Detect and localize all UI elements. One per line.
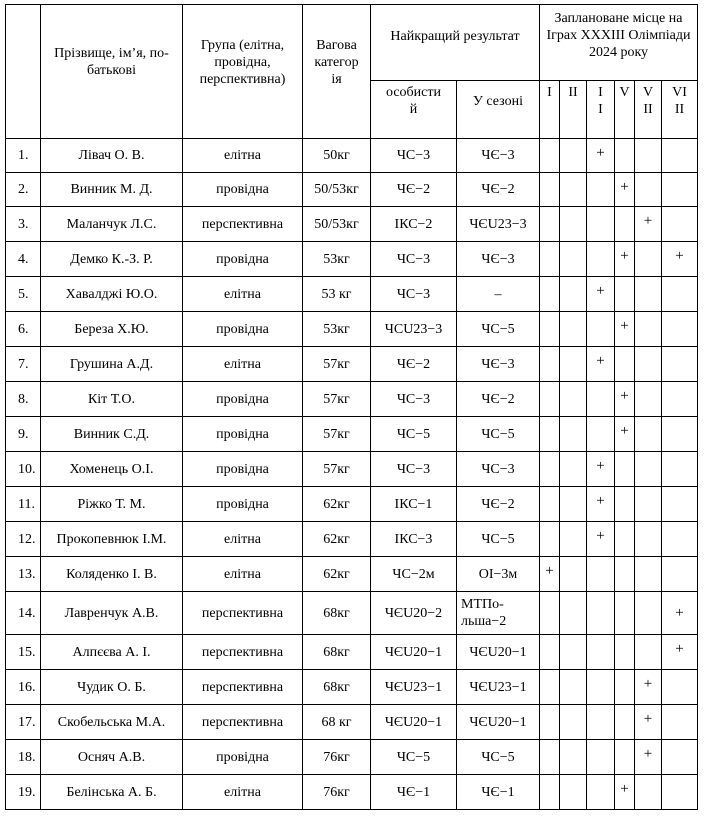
best-season: ЧС−5 [457,522,540,557]
row-number: 2. [6,173,41,207]
athlete-weight: 50кг [303,139,371,173]
row-number: 14. [6,592,41,635]
best-season: ЧЄ−3 [457,242,540,277]
row-number: 1. [6,139,41,173]
place-cell-4: + [615,775,635,810]
table-row [6,382,698,417]
row-number: 12. [6,522,41,557]
row-number: 6. [6,312,41,347]
header-number [6,5,41,139]
best-personal: ЧС−3 [371,452,457,487]
best-personal: ЧЄU20−1 [371,635,457,670]
place-cell-2 [560,277,587,312]
place-cell-2 [560,705,587,740]
best-season: ЧЄ−2 [457,487,540,522]
best-season: ЧС−5 [457,740,540,775]
place-cell-3 [587,740,615,775]
place-cell-6 [662,277,698,312]
place-cell-2 [560,635,587,670]
place-cell-6 [662,312,698,347]
best-personal: ЧС−3 [371,139,457,173]
place-cell-3 [587,207,615,242]
place-cell-3 [587,592,615,635]
athlete-name: Винник С.Д. [41,417,183,452]
place-cell-3 [587,705,615,740]
place-cell-4 [615,705,635,740]
best-personal: ЧС−5 [371,417,457,452]
header-planned: Заплановане місце на Іграх XXXIII Олімпіади 2024 року [540,5,698,81]
best-season: ЧЄ−3 [457,139,540,173]
place-cell-6 [662,487,698,522]
athlete-name: Ріжко Т. М. [41,487,183,522]
athlete-weight: 57кг [303,417,371,452]
place-cell-3 [587,557,615,592]
place-cell-3: + [587,347,615,382]
athlete-weight: 68кг [303,635,371,670]
place-cell-1: + [540,557,560,592]
table-row [6,635,698,670]
place-cell-2 [560,139,587,173]
place-cell-5 [635,173,662,207]
place-cell-4 [615,635,635,670]
best-season: ЧЄ−3 [457,347,540,382]
athlete-weight: 68кг [303,592,371,635]
header-place-2: II [560,81,587,139]
best-season: ЧС−5 [457,417,540,452]
best-personal: ІКС−1 [371,487,457,522]
best-season: ЧЄU20−1 [457,705,540,740]
athlete-group: перспективна [183,592,303,635]
row-number: 5. [6,277,41,312]
place-cell-6 [662,452,698,487]
place-cell-3 [587,417,615,452]
place-cell-5 [635,382,662,417]
row-number: 19. [6,775,41,810]
athlete-group: перспективна [183,670,303,705]
best-season: ЧС−3 [457,452,540,487]
athlete-group: елітна [183,347,303,382]
place-cell-6 [662,207,698,242]
athlete-name: Алпєєва А. І. [41,635,183,670]
place-cell-5 [635,452,662,487]
place-cell-5 [635,557,662,592]
athlete-name: Осняч А.В. [41,740,183,775]
place-cell-3: + [587,522,615,557]
place-cell-5 [635,487,662,522]
table-row [6,670,698,705]
best-season: ЧЄ−1 [457,775,540,810]
place-cell-6 [662,557,698,592]
place-cell-1 [540,670,560,705]
athlete-name: Коляденко І. В. [41,557,183,592]
best-season: ЧЄU20−1 [457,635,540,670]
athlete-group: перспективна [183,207,303,242]
athlete-weight: 76кг [303,740,371,775]
header-place-1: I [540,81,560,139]
place-cell-2 [560,740,587,775]
place-cell-1 [540,277,560,312]
athlete-group: провідна [183,487,303,522]
place-cell-5 [635,522,662,557]
place-cell-6: + [662,635,698,670]
row-number: 18. [6,740,41,775]
header-best-personal: особисти й [371,81,457,139]
athlete-weight: 57кг [303,382,371,417]
place-cell-1 [540,705,560,740]
place-cell-4: + [615,242,635,277]
place-cell-4 [615,277,635,312]
athlete-group: провідна [183,312,303,347]
place-cell-5 [635,139,662,173]
place-cell-2 [560,775,587,810]
athlete-group: провідна [183,242,303,277]
header-best-season: У сезоні [457,81,540,139]
header-best: Найкращий результат [371,5,540,81]
place-cell-6: + [662,242,698,277]
table-row [6,207,698,242]
athlete-weight: 53 кг [303,277,371,312]
place-cell-3: + [587,139,615,173]
best-season: ЧЄ−2 [457,173,540,207]
athlete-weight: 76кг [303,775,371,810]
table-row [6,173,698,207]
place-cell-3 [587,670,615,705]
athlete-weight: 57кг [303,347,371,382]
athlete-name: Лавренчук А.В. [41,592,183,635]
place-cell-4 [615,452,635,487]
best-season: ЧЄU23−3 [457,207,540,242]
place-cell-5 [635,242,662,277]
place-cell-2 [560,592,587,635]
athlete-group: елітна [183,557,303,592]
athlete-name: Демко К.-З. Р. [41,242,183,277]
place-cell-6 [662,347,698,382]
place-cell-3: + [587,452,615,487]
place-cell-1 [540,417,560,452]
place-cell-6 [662,522,698,557]
place-cell-6 [662,775,698,810]
table-row [6,312,698,347]
best-season: ЧС−5 [457,312,540,347]
athlete-group: провідна [183,173,303,207]
place-cell-6 [662,382,698,417]
header-name: Прізвище, ім’я, по-батькові [41,5,183,139]
place-cell-3 [587,635,615,670]
place-cell-4: + [615,382,635,417]
table-row [6,417,698,452]
athlete-name: Грушина А.Д. [41,347,183,382]
place-cell-2 [560,670,587,705]
best-season: МТПо- льша−2 [457,592,540,635]
place-cell-1 [540,775,560,810]
row-number: 13. [6,557,41,592]
header-place-4: V [615,81,635,139]
place-cell-3: + [587,277,615,312]
place-cell-4 [615,740,635,775]
best-personal: ІКС−3 [371,522,457,557]
place-cell-6 [662,670,698,705]
best-personal: ЧС−2м [371,557,457,592]
place-cell-1 [540,635,560,670]
athletes-table [5,4,698,810]
place-cell-2 [560,242,587,277]
athlete-weight: 62кг [303,522,371,557]
place-cell-1 [540,347,560,382]
place-cell-2 [560,312,587,347]
row-number: 8. [6,382,41,417]
row-number: 4. [6,242,41,277]
place-cell-4 [615,347,635,382]
athlete-name: Кіт Т.О. [41,382,183,417]
athlete-name: Винник М. Д. [41,173,183,207]
athlete-weight: 53кг [303,242,371,277]
best-personal: ЧЄ−2 [371,347,457,382]
place-cell-5 [635,775,662,810]
athlete-name: Чудик О. Б. [41,670,183,705]
place-cell-3 [587,242,615,277]
table-row [6,557,698,592]
athlete-group: елітна [183,277,303,312]
place-cell-1 [540,452,560,487]
athlete-weight: 68 кг [303,705,371,740]
place-cell-6 [662,417,698,452]
table-row [6,452,698,487]
place-cell-1 [540,173,560,207]
best-personal: ЧЄU20−1 [371,705,457,740]
athlete-weight: 50/53кг [303,173,371,207]
row-number: 11. [6,487,41,522]
place-cell-4 [615,487,635,522]
place-cell-6 [662,740,698,775]
place-cell-6 [662,139,698,173]
place-cell-4 [615,139,635,173]
athlete-name: Хоменець О.І. [41,452,183,487]
athlete-weight: 53кг [303,312,371,347]
athlete-group: провідна [183,740,303,775]
place-cell-3 [587,775,615,810]
place-cell-1 [540,522,560,557]
header-place-5: V II [635,81,662,139]
best-personal: ЧЄU20−2 [371,592,457,635]
athlete-group: елітна [183,775,303,810]
place-cell-4 [615,207,635,242]
table-row [6,347,698,382]
best-personal: ЧС−5 [371,740,457,775]
row-number: 3. [6,207,41,242]
header-place-6: VI II [662,81,698,139]
place-cell-2 [560,347,587,382]
athlete-weight: 62кг [303,487,371,522]
table-row [6,487,698,522]
athlete-weight: 62кг [303,557,371,592]
athlete-group: провідна [183,452,303,487]
best-personal: ЧЄU23−1 [371,670,457,705]
place-cell-2 [560,382,587,417]
athlete-group: провідна [183,417,303,452]
place-cell-1 [540,487,560,522]
place-cell-5 [635,592,662,635]
place-cell-2 [560,522,587,557]
place-cell-4: + [615,312,635,347]
athlete-name: Скобельська М.А. [41,705,183,740]
place-cell-5 [635,277,662,312]
place-cell-1 [540,139,560,173]
row-number: 15. [6,635,41,670]
athlete-weight: 68кг [303,670,371,705]
place-cell-5: + [635,207,662,242]
row-number: 16. [6,670,41,705]
athlete-group: перспективна [183,705,303,740]
place-cell-6 [662,173,698,207]
athlete-group: елітна [183,139,303,173]
athlete-name: Маланчук Л.С. [41,207,183,242]
row-number: 9. [6,417,41,452]
table-row [6,592,698,635]
best-season: – [457,277,540,312]
place-cell-5 [635,312,662,347]
best-personal: ЧС−3 [371,242,457,277]
athlete-group: перспективна [183,635,303,670]
header-group: Група (елітна, провідна, перспективна) [183,5,303,139]
place-cell-4: + [615,173,635,207]
best-personal: ЧСU23−3 [371,312,457,347]
best-personal: ЧЄ−1 [371,775,457,810]
athlete-name: Хавалджі Ю.О. [41,277,183,312]
table-row [6,740,698,775]
place-cell-1 [540,592,560,635]
athlete-weight: 57кг [303,452,371,487]
place-cell-1 [540,312,560,347]
header-weight: Вагова категор ія [303,5,371,139]
place-cell-3 [587,173,615,207]
place-cell-3 [587,312,615,347]
place-cell-1 [540,740,560,775]
place-cell-5: + [635,740,662,775]
best-season: ОІ−3м [457,557,540,592]
place-cell-4 [615,557,635,592]
best-personal: ЧС−3 [371,277,457,312]
place-cell-2 [560,487,587,522]
athlete-group: провідна [183,382,303,417]
place-cell-1 [540,242,560,277]
place-cell-3: + [587,487,615,522]
athlete-group: елітна [183,522,303,557]
place-cell-5: + [635,670,662,705]
row-number: 7. [6,347,41,382]
table-row [6,277,698,312]
place-cell-5 [635,635,662,670]
table-row [6,242,698,277]
place-cell-1 [540,382,560,417]
place-cell-1 [540,207,560,242]
row-number: 17. [6,705,41,740]
athlete-name: Береза Х.Ю. [41,312,183,347]
row-number: 10. [6,452,41,487]
place-cell-5 [635,347,662,382]
place-cell-4 [615,522,635,557]
place-cell-2 [560,557,587,592]
best-season: ЧЄ−2 [457,382,540,417]
best-season: ЧЄU23−1 [457,670,540,705]
place-cell-6: + [662,592,698,635]
place-cell-5: + [635,705,662,740]
table-row [6,522,698,557]
table-row [6,705,698,740]
header-place-3: I I [587,81,615,139]
place-cell-4: + [615,417,635,452]
table-row [6,775,698,810]
athlete-name: Белінська А. Б. [41,775,183,810]
athlete-weight: 50/53кг [303,207,371,242]
place-cell-2 [560,417,587,452]
place-cell-4 [615,592,635,635]
best-personal: ЧЄ−2 [371,173,457,207]
place-cell-3 [587,382,615,417]
table-row [6,139,698,173]
athlete-name: Лівач О. В. [41,139,183,173]
place-cell-4 [615,670,635,705]
best-personal: ІКС−2 [371,207,457,242]
place-cell-2 [560,173,587,207]
place-cell-5 [635,417,662,452]
athlete-name: Прокопевнюк І.М. [41,522,183,557]
place-cell-2 [560,207,587,242]
place-cell-6 [662,705,698,740]
best-personal: ЧС−3 [371,382,457,417]
place-cell-2 [560,452,587,487]
